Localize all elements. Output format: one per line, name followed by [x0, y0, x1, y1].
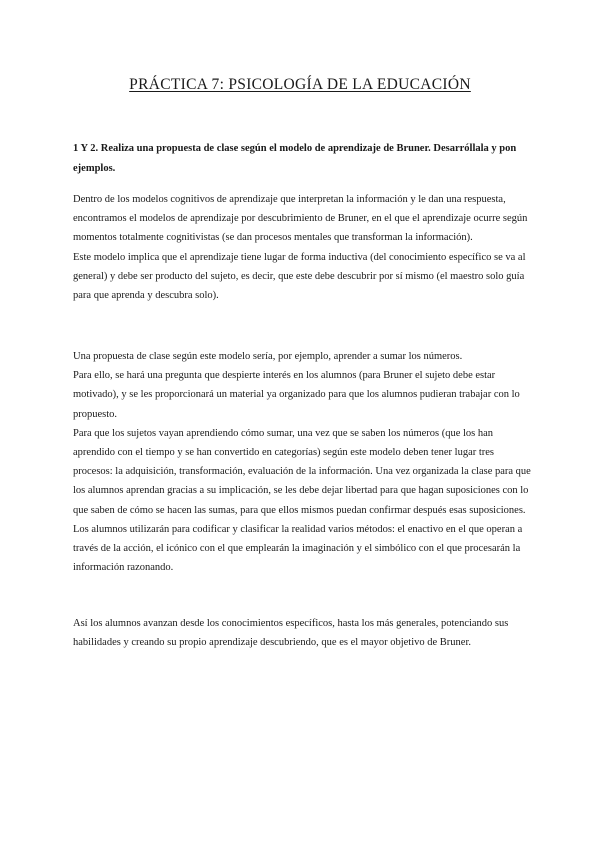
section-intro — [73, 190, 533, 305]
paragraph: Dentro de los modelos cognitivos de aprendizaje que interpretan la información y le dan una respuesta, encontramos el modelos de aprendizaje por descubrimiento de Bruner, en el que el aprendizaje ocurre según momentos totalmente cognitivistas (se dan procesos mentales que transforman la información). — [73, 194, 528, 244]
paragraph: Una propuesta de clase según este modelo sería, por ejemplo, aprender a sumar los números. — [73, 351, 463, 362]
paragraph: Para que los sujetos vayan aprendiendo cómo sumar, una vez que se saben los números (que los han aprendido con el tiempo y se han convertido en categorías) según este modelo deben tener lugar tres procesos: la adquisición, transformación, evaluación de la información. Una vez organizada la clase para que los alumnos aprendan gracias a su implicación, se les debe dejar libertad para que hagan suposiciones con lo que saben de cómo se hacen las sumas, para que ellos mismos puedan confirmar después esas suposiciones. — [73, 427, 531, 516]
section-conclusion — [73, 614, 533, 652]
document-title: PRÁCTICA 7: PSICOLOGÍA DE LA EDUCACIÓN — [129, 76, 471, 93]
section-proposal — [73, 347, 533, 577]
question-heading: 1 Y 2. Realiza una propuesta de clase según el modelo de aprendizaje de Bruner. Desarróllala y pon ejemplos. — [73, 143, 517, 174]
paragraph: Para ello, se hará una pregunta que despierte interés en los alumnos (para Bruner el sujeto debe estar motivado), y se les proporcionará un material ya organizado para que los alumnos pudieran trabajar con lo propuesto. — [73, 370, 520, 420]
paragraph: Este modelo implica que el aprendizaje tiene lugar de forma inductiva (del conocimiento específico se va al general) y debe ser producto del sujeto, es decir, que este debe descubrir por sí mismo (el maestro solo guía para que aprenda y descubra solo). — [73, 251, 526, 302]
paragraph: Así los alumnos avanzan desde los conocimientos específicos, hasta los más generales, potenciando sus habilidades y creando su propio aprendizaje descubriendo, que es el mayor objetivo de Bruner. — [73, 618, 509, 649]
paragraph: Los alumnos utilizarán para codificar y clasificar la realidad varios métodos: el enactivo en el que operan a través de la acción, el icónico con el que emplearán la imaginación y el simbólico con el que procesarán la información razonando. — [73, 523, 523, 574]
